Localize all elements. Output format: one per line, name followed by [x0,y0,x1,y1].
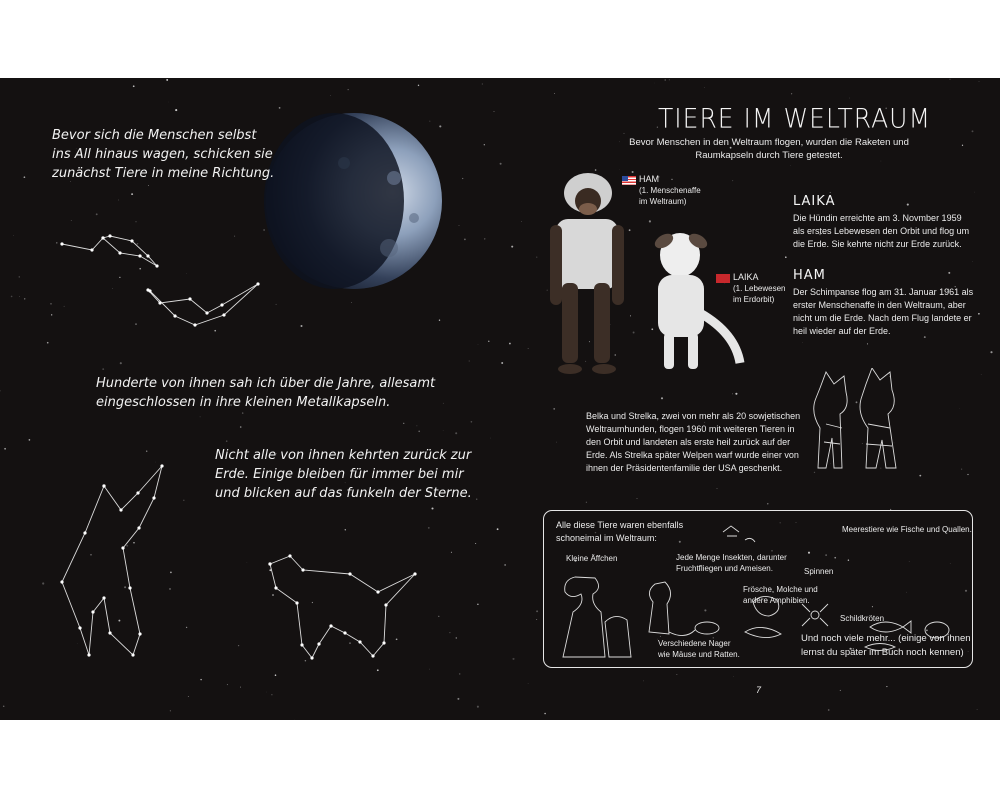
star [536,619,537,620]
star [511,246,513,248]
laika-heading: LAIKA [793,194,836,209]
star [962,145,963,146]
constellation-star [119,508,122,511]
constellation-star [300,643,303,646]
dog-constellation [270,556,415,658]
star [785,256,787,258]
constellation-star [310,656,313,659]
ham-heading: HAM [793,268,826,283]
ham-tag: HAM (1. Menschenaffe im Weltraum) [639,174,701,206]
constellation-star [220,303,223,306]
constellation-star [146,254,149,257]
star [704,87,705,88]
constellation-star [138,254,141,257]
constellation-star [222,313,225,316]
constellation-star [160,464,163,467]
rodents-label: Verschiedene Nager wie Mäuse und Ratten. [658,639,740,659]
constellation-star [83,531,86,534]
star [556,442,557,443]
turtles-label: Schildkröten [840,614,885,623]
constellation-star [78,626,81,629]
star [586,502,587,503]
constellation-star [173,314,176,317]
constellation-star [128,586,131,589]
constellation-star [90,248,93,251]
constellation-star [102,596,105,599]
star [977,709,978,710]
sea-label: Meerestiere wie Fische und Quallen. [842,525,972,534]
insects-label: Jede Menge Insekten, darunter Fruchtfliegen und Ameisen. [676,553,787,573]
monkey-constellation [62,466,162,655]
monkey-sketch-icon [563,577,605,657]
star [840,690,841,691]
constellation-star [101,236,104,239]
star [972,130,974,132]
star [790,165,791,166]
laika-text: Die Hündin erreichte am 3. Novmber 1959 als erstes Lebewesen den Orbit und flog um die Erde. Sie kehrte nicht zur Erde zurück. [793,213,970,249]
constellation-star [131,653,134,656]
star [504,564,505,565]
spiders-label: Spinnen [804,567,834,576]
star [802,342,803,343]
star [990,351,992,353]
star [677,674,678,675]
star [978,313,980,315]
frog-sketch-icon [745,596,781,637]
constellation-star [193,323,196,326]
star [828,709,830,711]
constellation-star [382,641,385,644]
constellation-star [288,554,291,557]
constellation-star [256,282,259,285]
star [979,81,980,82]
constellation-star [60,242,63,245]
star [637,498,638,499]
star [669,80,670,81]
star [735,393,737,395]
constellation-star [158,301,161,304]
star [553,408,555,410]
constellation-star [108,234,111,237]
page-title: TIERE IM WELTRAUM [658,103,932,134]
star [643,681,644,682]
constellation-star [268,562,271,565]
constellation-star [274,586,277,589]
box-intro: Alle diese Tiere waren ebenfalls schoneimal im Weltraum: [556,520,684,543]
star [732,393,733,394]
constellation-star [121,546,124,549]
star [536,610,538,612]
constellation-star [358,640,361,643]
star [972,261,973,262]
constellation-star [413,572,416,575]
frogs-label: Frösche, Molche und andere Amphibien. [743,585,818,605]
constellation-star [130,239,133,242]
star [791,93,792,94]
constellation-star [329,624,332,627]
laika-tag: LAIKA (1. Lebewesen im Erdorbit) [733,272,786,304]
stars-text: Nicht alle von ihnen kehrten zurück zur Erde. Einige bleiben für immer bei mir und blicken auf das funkeln der Sterne. [215,448,472,501]
fish-sketch-icon [870,621,911,633]
constellation-star [205,311,208,314]
constellation-star [348,572,351,575]
constellation-star [91,610,94,613]
constellation-star [188,297,191,300]
constellation-star [138,632,141,635]
star [528,348,529,349]
book-spread [0,78,1000,720]
constellation-star [87,653,90,656]
belka-strelka-text: Belka und Strelka, zwei von mehr als 20 sowjetischen Weltraumhunden, flogen 1960 mit weiteren Tieren in den Orbit und landeten als erste heil zurück auf der Erde. Als Strelka später Welpen warf wurde einer von ihnen der Präsidentenfamilie der USA geschenkt. [586,411,801,473]
constellation-star [343,631,346,634]
star [512,658,514,660]
box-animal-sketches [545,512,970,662]
star [554,93,555,94]
constellation-star [108,631,111,634]
star [886,686,887,687]
constellation-star [317,642,320,645]
constellation-star [102,484,105,487]
star [536,257,537,258]
star [950,79,951,80]
star [528,683,529,684]
star [767,503,768,504]
star [867,343,868,344]
more-animals-text: Und noch viele mehr... (einige von ihnen lernst du später im Buch noch kennen) [801,633,971,658]
ham-text: Der Schimpanse flog am 31. Januar 1961 als erster Menschenaffe in den Weltraum, aber nicht um die Erde. Nach dem Flug landete er heil wieder auf der Erde. [793,287,974,336]
constellation-star [136,491,139,494]
star [948,272,950,274]
star [501,362,503,364]
constellation-star [371,654,374,657]
page-subtitle: Bevor Menschen in den Weltraum flogen, wurden die Raketen und Raumkapseln durch Tiere getestet. [629,137,909,161]
star [623,133,624,134]
constellation-star [148,289,151,292]
star [509,343,511,345]
spider-sketch-icon [802,604,828,626]
star [907,204,909,206]
intro-text: Bevor sich die Menschen selbst ins All hinaus wagen, schicken sie zunächst Tiere in meine Richtung. [52,128,275,181]
capsules-text: Hunderte von ihnen sah ich über die Jahre, allesamt eingeschlossen in ihre kleinen Metallkapseln. [96,376,436,410]
star [961,469,962,470]
star [544,713,546,715]
constellation-star [60,580,63,583]
belka-strelka-sketch [806,368,926,478]
star [830,192,831,193]
star [665,79,666,80]
rat-constellation [148,284,258,325]
constellation-star [118,251,121,254]
star [974,192,975,193]
constellation-star [137,526,140,529]
constellation-star [295,601,298,604]
constellation-star [376,590,379,593]
star [521,221,522,222]
insect-sketch-icon [723,526,755,542]
mouse-constellation [62,236,157,266]
monkeys-label: Kleine Äffchen [566,554,618,563]
star [967,474,968,475]
star [717,488,718,489]
constellations [0,78,500,720]
star [661,397,663,399]
constellation-star [384,603,387,606]
constellation-star [152,496,155,499]
rat-sketch-icon [649,582,695,636]
constellation-star [301,568,304,571]
page-number: 7 [756,685,762,695]
constellation-star [155,264,158,267]
